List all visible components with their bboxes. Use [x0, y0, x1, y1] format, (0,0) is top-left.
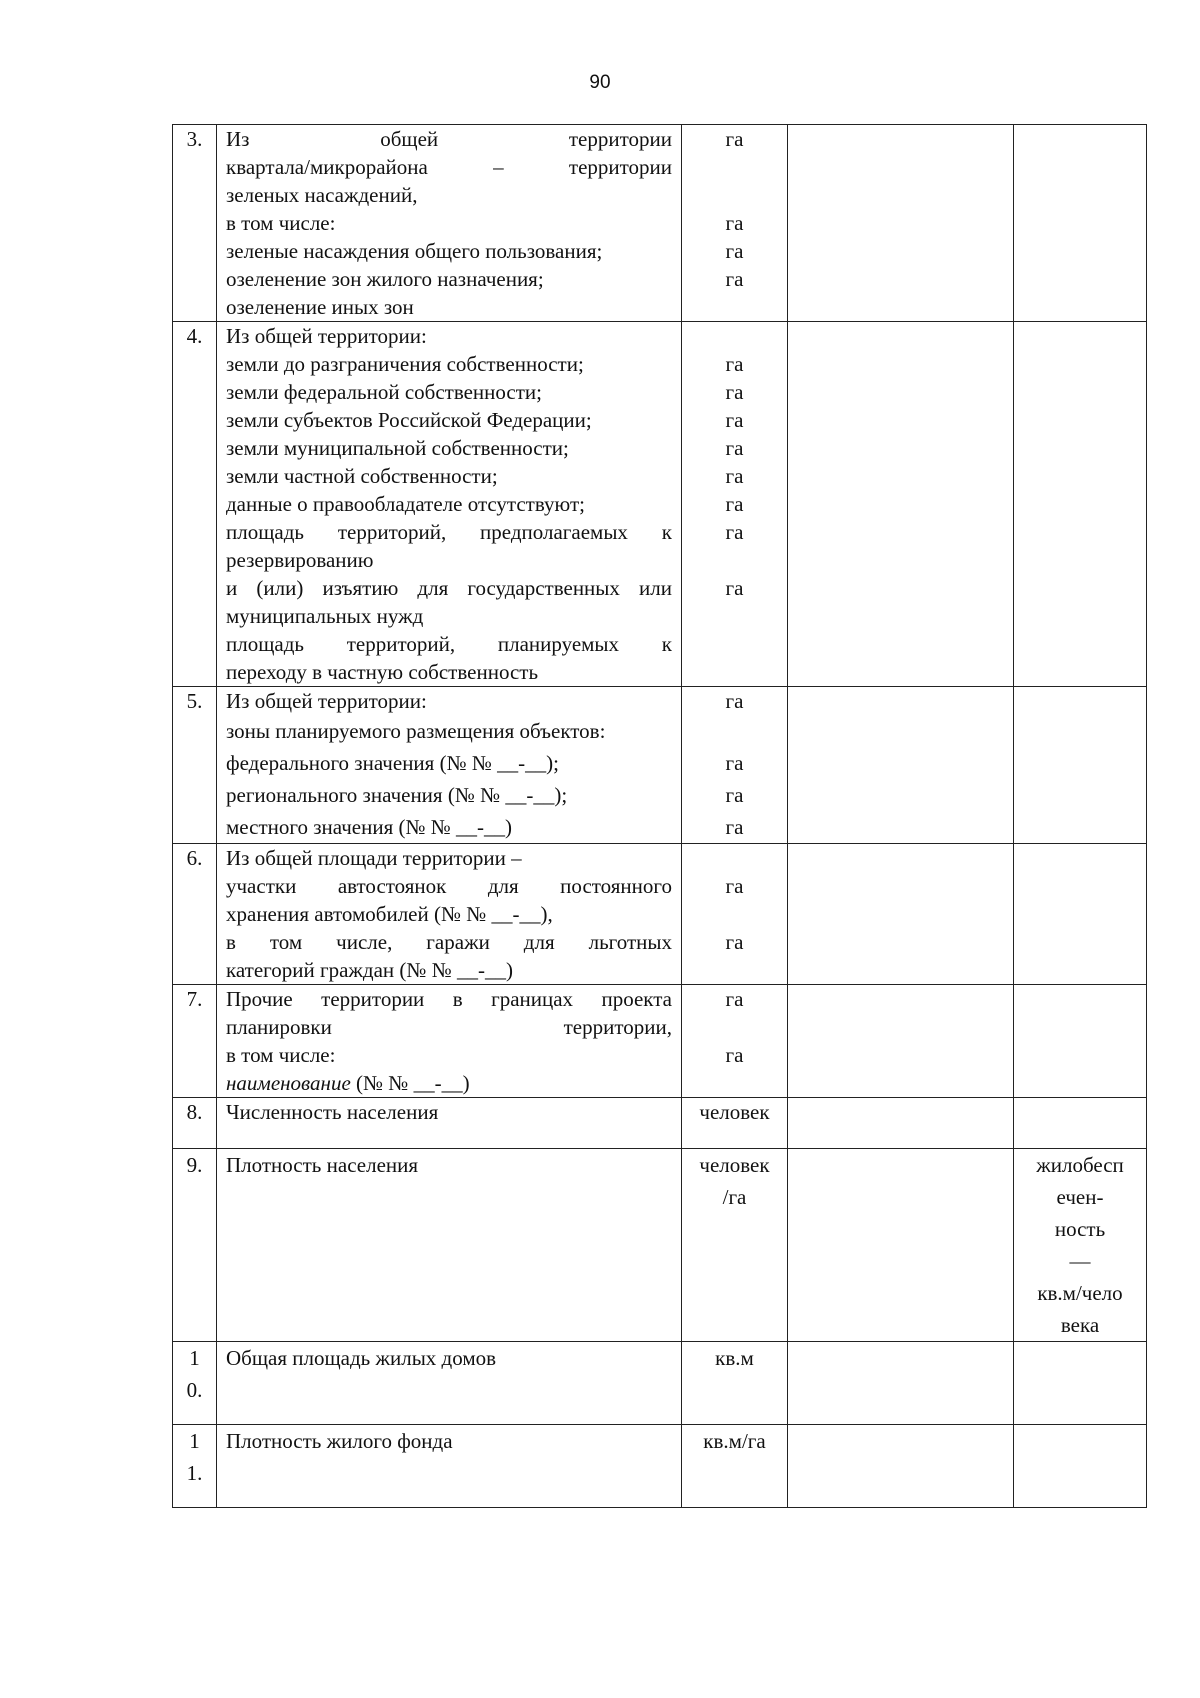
indicator-line: регионального значения (№ № __-__); — [226, 783, 568, 807]
indicator-line: переходу в частную собственность — [226, 660, 539, 684]
indicator-line: земли муниципальной собственности; — [226, 436, 569, 460]
value-cell — [788, 1425, 1014, 1508]
indicator-line: Из общей площади территории – — [226, 846, 522, 870]
unit-cell: человек /га — [682, 1149, 788, 1342]
indicator-line: хранения автомобилей (№ № __-__), — [226, 902, 553, 926]
indicator-line: зеленые насаждения общего пользования; — [226, 239, 603, 263]
note-cell: жилобесп ечен- ность — кв.м/чело века — [1014, 1149, 1147, 1342]
table-row — [173, 322, 1147, 687]
note-cell — [1014, 1342, 1147, 1425]
indicator-name-cell — [217, 322, 682, 687]
indicator-line: земли федеральной собственности; — [226, 380, 543, 404]
value-cell — [788, 985, 1014, 1098]
table-row — [173, 687, 1147, 844]
indicator-name-cell — [217, 1098, 682, 1149]
note-cell — [1014, 1425, 1147, 1508]
unit-cell: га га га га — [682, 687, 788, 844]
value-cell — [788, 125, 1014, 322]
unit-cell: кв.м — [682, 1342, 788, 1425]
indicator-line: в том числе: — [226, 211, 336, 235]
indicator-line: категорий граждан (№ № __-__) — [226, 958, 513, 982]
table-row — [173, 1098, 1147, 1149]
indicator-line: Плотность населения — [226, 1153, 419, 1177]
note-cell — [1014, 844, 1147, 985]
indicator-line: и (или) изъятию для государственных или — [226, 576, 672, 600]
note-cell — [1014, 1098, 1147, 1149]
table-row — [173, 1149, 1147, 1342]
indicator-line: резервированию — [226, 548, 374, 572]
value-cell — [788, 1342, 1014, 1425]
indicator-line: в том числе, гаражи для льготных — [226, 930, 672, 954]
indicator-line: озеленение иных зон — [226, 295, 414, 319]
table-row — [173, 1342, 1147, 1425]
value-cell — [788, 1098, 1014, 1149]
page-number: 90 — [589, 72, 611, 93]
row-number: 9. — [173, 1149, 217, 1342]
row-number: 8. — [173, 1098, 217, 1149]
indicator-name-cell — [217, 125, 682, 322]
indicator-line: планировки территории, — [226, 1015, 672, 1039]
indicator-line: площадь территорий, предполагаемых к — [226, 520, 672, 544]
indicator-line: Из общей территории: — [226, 324, 427, 348]
row-number: 1 1. — [173, 1425, 217, 1508]
indicator-line: Общая площадь жилых домов — [226, 1346, 497, 1370]
indicator-name-cell — [217, 985, 682, 1098]
unit-cell: кв.м/га — [682, 1425, 788, 1508]
indicator-line: наименование (№ № __-__) — [226, 1071, 470, 1095]
row-number: 7. — [173, 985, 217, 1098]
value-cell — [788, 1149, 1014, 1342]
indicators-table — [172, 124, 1147, 1508]
unit-cell: га га — [682, 985, 788, 1098]
row-number: 5. — [173, 687, 217, 844]
indicator-line: земли до разграничения собственности; — [226, 352, 584, 376]
indicator-line: площадь территорий, планируемых к — [226, 632, 672, 656]
indicator-line: земли субъектов Российской Федерации; — [226, 408, 592, 432]
value-cell — [788, 322, 1014, 687]
row-number: 3. — [173, 125, 217, 322]
indicator-line: федерального значения (№ № __-__); — [226, 751, 559, 775]
unit-cell: человек — [682, 1098, 788, 1149]
indicator-name-cell — [217, 844, 682, 985]
note-cell — [1014, 985, 1147, 1098]
indicator-name-cell — [217, 687, 682, 844]
indicator-line: зеленых насаждений, — [226, 183, 418, 207]
note-cell — [1014, 322, 1147, 687]
note-cell — [1014, 125, 1147, 322]
indicator-line: местного значения (№ № __-__) — [226, 815, 513, 839]
indicator-line: Из общей территории — [226, 127, 672, 151]
note-cell — [1014, 687, 1147, 844]
indicator-line: Плотность жилого фонда — [226, 1429, 453, 1453]
indicator-line: муниципальных нужд — [226, 604, 424, 628]
indicator-line: участки автостоянок для постоянного — [226, 874, 672, 898]
table-row — [173, 1425, 1147, 1508]
indicator-line: данные о правообладателе отсутствуют; — [226, 492, 585, 516]
value-cell — [788, 687, 1014, 844]
indicator-name-cell — [217, 1149, 682, 1342]
unit-cell: га га га га га га га га — [682, 322, 788, 687]
unit-cell: га га — [682, 844, 788, 985]
indicator-line: в том числе: — [226, 1043, 336, 1067]
indicator-name-cell — [217, 1425, 682, 1508]
table-row — [173, 844, 1147, 985]
table-row — [173, 985, 1147, 1098]
indicator-line: квартала/микрорайона – территории — [226, 155, 672, 179]
indicator-line: озеленение зон жилого назначения; — [226, 267, 544, 291]
indicator-line: Численность населения — [226, 1100, 439, 1124]
indicator-line: Из общей территории: — [226, 689, 427, 713]
unit-cell: га га га га — [682, 125, 788, 322]
row-number: 6. — [173, 844, 217, 985]
indicator-line: Прочие территории в границах проекта — [226, 987, 672, 1011]
row-number: 4. — [173, 322, 217, 687]
value-cell — [788, 844, 1014, 985]
indicator-line: зоны планируемого размещения объектов: — [226, 719, 606, 743]
indicator-name-cell — [217, 1342, 682, 1425]
table-row — [173, 125, 1147, 322]
indicator-line: земли частной собственности; — [226, 464, 498, 488]
row-number: 1 0. — [173, 1342, 217, 1425]
